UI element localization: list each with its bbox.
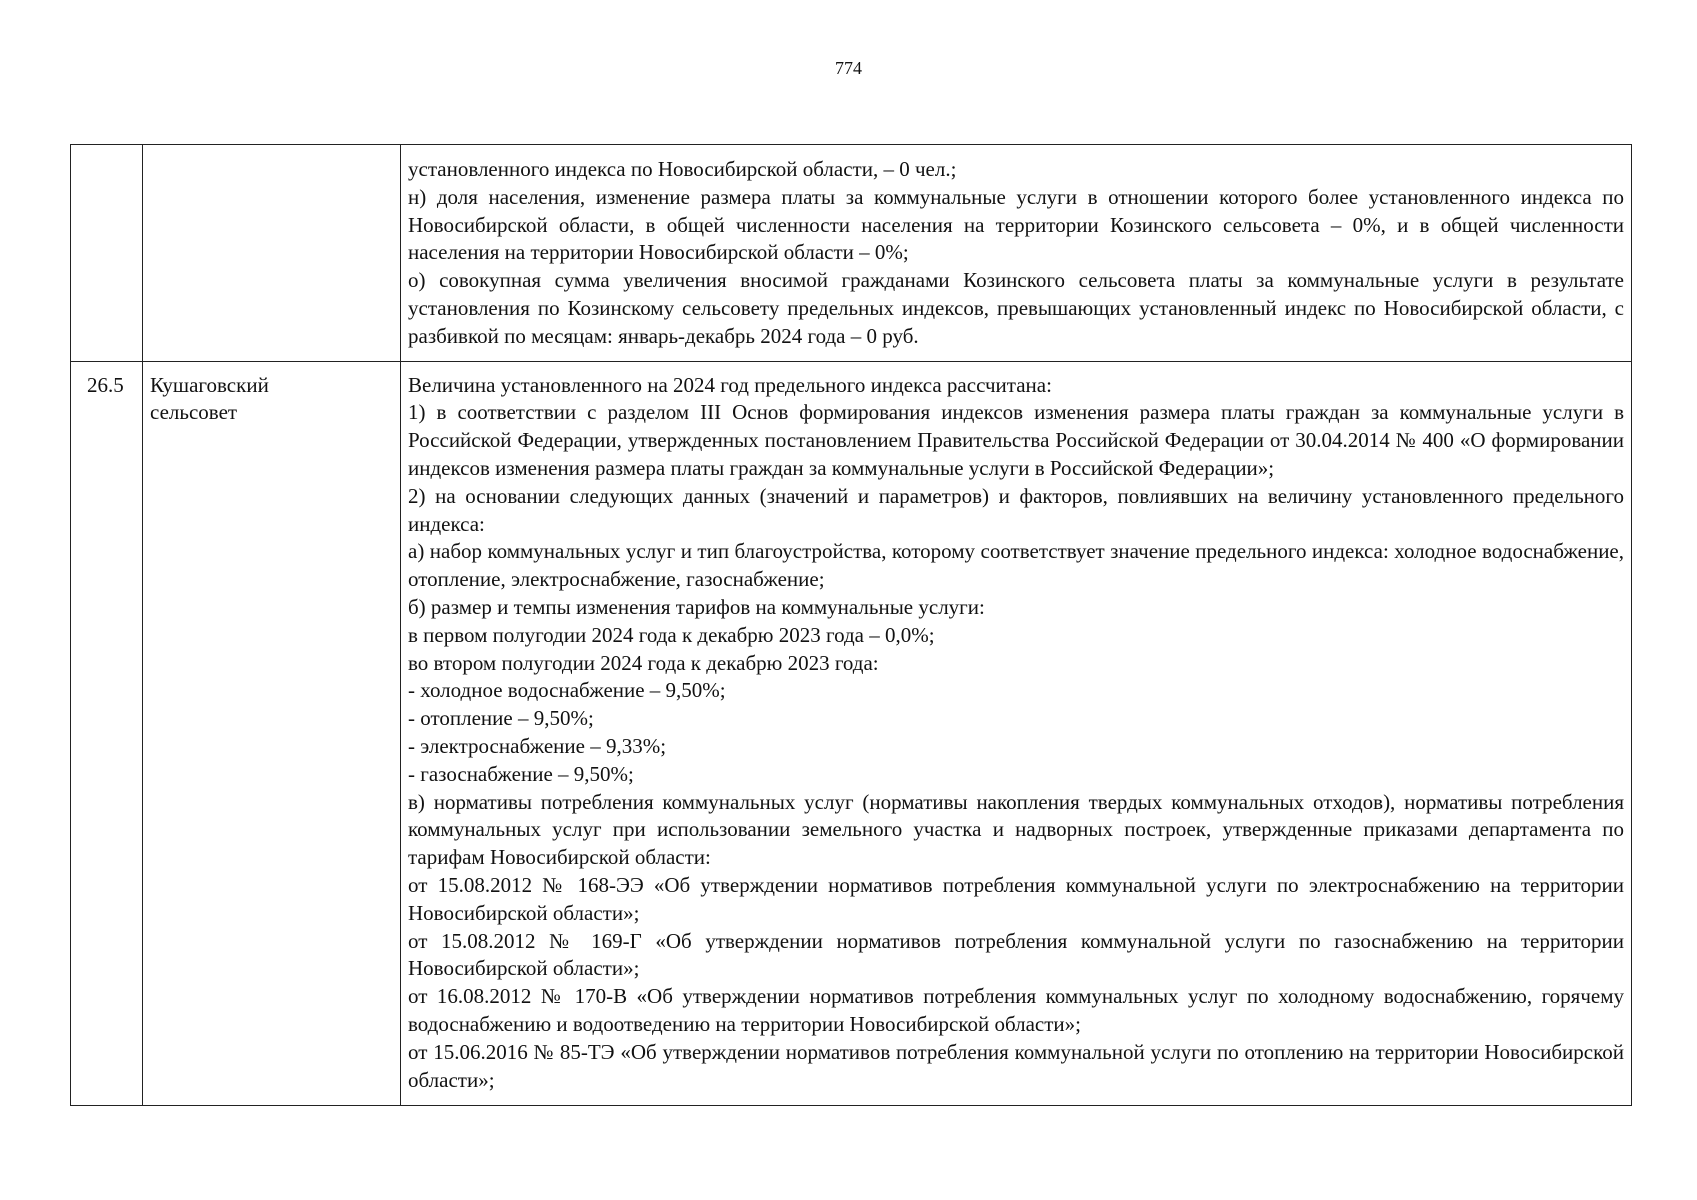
paragraph: о) совокупная сумма увеличения вносимой гражданами Козинского сельсовета платы за коммунальные услуги в результате установления по Козинскому сельсовету предельных индексов, превышающих установленный индекс по Новосибирской области, с разбивкой по месяцам: январь-декабрь 2024 года – 0 руб. <box>408 268 1624 348</box>
paragraph: н) доля населения, изменение размера платы за коммунальные услуги в отношении которого более установленного индекса по Новосибирской области, в общей численности населения на территории Козинского сельсовета – 0%, и в общей численности населения на территории Новосибирской области – 0%; <box>408 184 1624 265</box>
paragraph: 2) на основании следующих данных (значений и параметров) и факторов, повлиявших на величину установленного предельного индекса: <box>408 483 1624 536</box>
row-number-cell <box>71 361 143 1106</box>
description-text <box>401 362 1631 1106</box>
settlement-name-line: сельсовет <box>150 400 238 425</box>
description-text <box>401 145 1631 361</box>
paragraph: от 15.06.2016 № 85-ТЭ «Об утверждении нормативов потребления коммунальной услуги по отоплению на территории Новосибирской области»; <box>408 1039 1624 1092</box>
paragraph: от 15.08.2012 № 169-Г «Об утверждении нормативов потребления коммунальной услуги по газоснабжению на территории Новосибирской области»; <box>408 928 1624 981</box>
settlement-name <box>143 145 400 155</box>
paragraph: в) нормативы потребления коммунальных услуг (нормативы накопления твердых коммунальных отходов), нормативы потребления коммунальных услуг при использовании земельного участка и надворных построек, утвержденные приказами департамента по тарифам Новосибирской области: <box>408 789 1624 870</box>
page-number: 774 <box>835 58 862 78</box>
paragraph: установленного индекса по Новосибирской области, – 0 чел.; <box>408 157 957 181</box>
row-number <box>71 145 142 155</box>
settlement-name-cell <box>143 145 401 362</box>
table-row <box>71 145 1632 362</box>
row-number-cell <box>71 145 143 362</box>
paragraph: от 16.08.2012 № 170-В «Об утверждении нормативов потребления коммунальных услуг по холодному водоснабжению, горячему водоснабжению и водоотведению на территории Новосибирской области»; <box>408 984 1624 1036</box>
settlement-name-cell <box>143 361 401 1106</box>
settlement-name-line: Кушаговский <box>150 372 269 397</box>
paragraph: - электроснабжение – 9,33%; <box>408 733 667 758</box>
paragraph: - газоснабжение – 9,50%; <box>408 761 634 786</box>
settlement-name <box>143 362 400 428</box>
paragraph: б) размер и темпы изменения тарифов на коммунальные услуги: <box>408 594 985 619</box>
table-row <box>71 361 1632 1106</box>
row-number: 26.5 <box>87 372 124 397</box>
document-table <box>70 144 1632 1106</box>
paragraph: - холодное водоснабжение – 9,50%; <box>408 678 726 703</box>
paragraph: в первом полугодии 2024 года к декабрю 2023 года – 0,0%; <box>408 622 935 647</box>
paragraph: Величина установленного на 2024 год предельного индекса рассчитана: <box>408 372 1052 397</box>
paragraph: 1) в соответствии с разделом III Основ формирования индексов изменения размера платы граждан за коммунальные услуги в Российской Федерации, утвержденных постановлением Правительства Российской Федерации от 30.04.2014 № 400 «О формировании индексов изменения размера платы граждан за коммунальные услуги в Российской Федерации»; <box>408 400 1624 480</box>
paragraph: от 15.08.2012 № 168-ЭЭ «Об утверждении нормативов потребления коммунальной услуги по электроснабжению на территории Новосибирской области»; <box>408 872 1624 925</box>
paragraph: - отопление – 9,50%; <box>408 706 594 731</box>
description-cell <box>401 361 1632 1106</box>
paragraph: а) набор коммунальных услуг и тип благоустройства, которому соответствует значение предельного индекса: холодное водоснабжение, отопление, электроснабжение, газоснабжение; <box>408 539 1624 592</box>
paragraph: во втором полугодии 2024 года к декабрю 2023 года: <box>408 650 879 675</box>
description-cell <box>401 145 1632 362</box>
